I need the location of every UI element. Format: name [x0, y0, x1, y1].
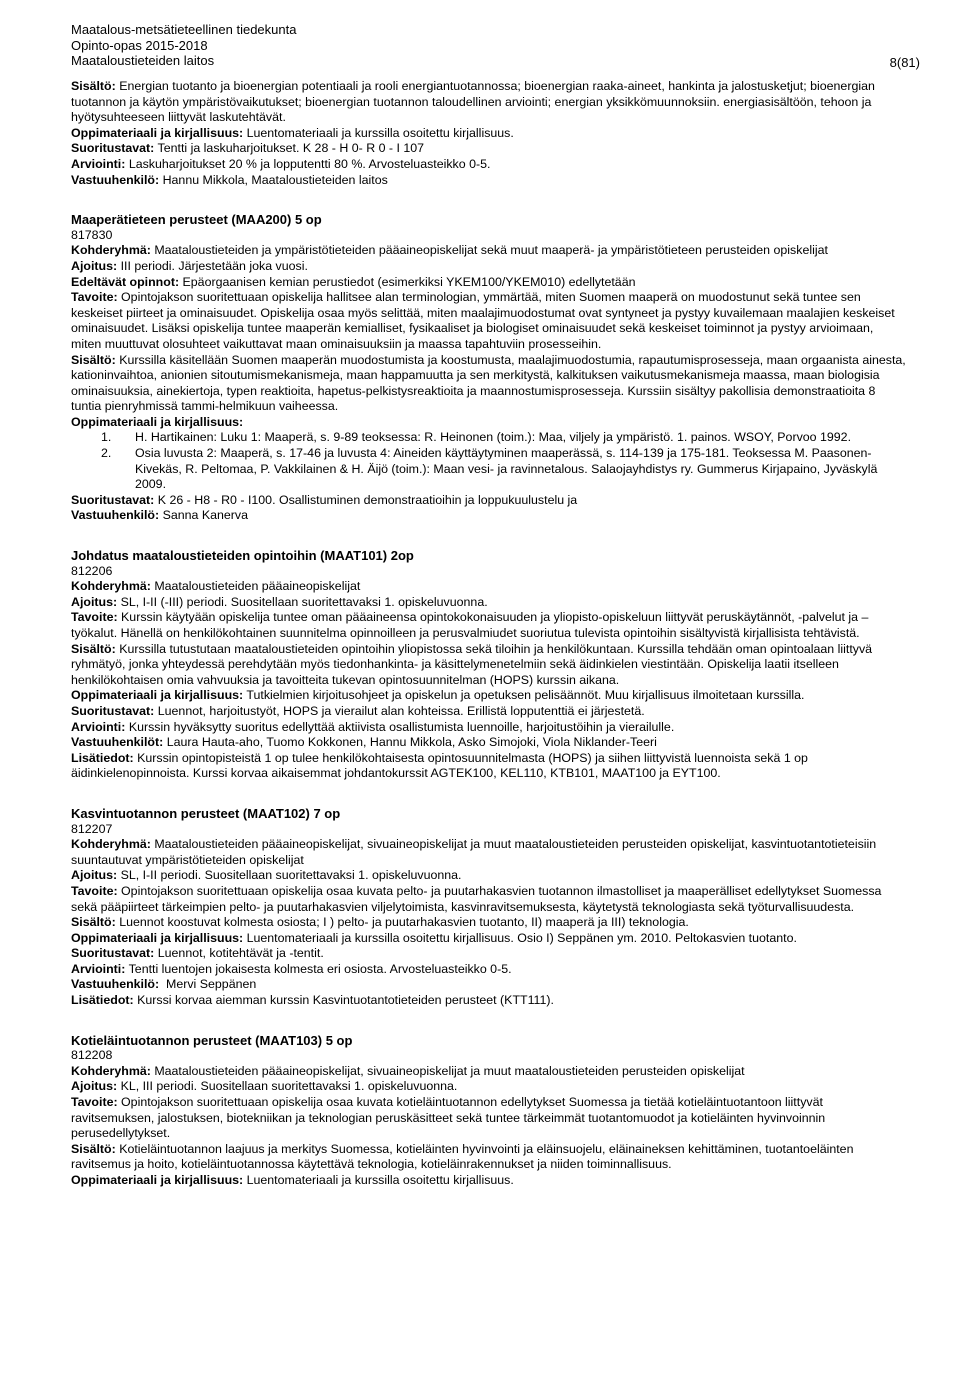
course-completion: [71, 704, 907, 720]
header-department: Maataloustieteiden laitos: [71, 53, 215, 69]
field-label: Kohderyhmä:: [71, 1063, 151, 1078]
course-materials-label: Oppimateriaali ja kirjallisuus:: [71, 414, 244, 429]
field-label: Tavoite:: [71, 290, 118, 305]
course-additional-info: [71, 993, 907, 1009]
course-timing: [71, 259, 907, 275]
field-text: Opintojakson suoritettuaan opiskelija hallitsee alan terminologian, ymmärtää, miten Suomen maaperä on muodostunut sekä tuntee sen keskeiset piirteet ja ominaisuudet. Opiskelija osaa myös selittää, miten maalajimuodostumat ovat syntyneet ja pystyy kuvailemaan maalajien keskeiset ominaisuudet. Lisäksi opiskelija tuntee maaperän kemialliset, fysikaaliset ja biologiset ominaisuudet sekä keskeiset toiminnot ja pystyy arvioimaan, miten muuttuvat olosuhteet vaikuttavat maan ominaisuuksiin ja maassa tapahtuviin prosesseihin.: [71, 290, 895, 351]
course-timing: [71, 595, 907, 611]
course-content: [71, 915, 907, 931]
course-responsible: [71, 508, 907, 524]
course-title: Maaperätieteen perusteet (MAA200) 5 op: [71, 212, 322, 228]
course-content: [71, 353, 907, 415]
field-text: Opintojakson suoritettuaan opiskelija osaa kuvata pelto- ja puutarhakasvien tuotannon ilmastolliset ja maaperälliset edellytykset Suomessa sekä pääpiirteet tärkeimpien pelto- ja puutarhakasvien viljelytoimista, kasvinravitsemuksesta, käytetystä teknologiasta sekä työturvallisuudesta.: [71, 883, 882, 914]
field-text: Kurssin käytyään opiskelija tuntee oman pääaineensa opintokokonaisuuden ja yliopisto-opiskeluun liittyvät peruskäytännöt, -palvelut ja –työkalut. Hänellä on henkilökohtainen suunnitelma opinnoilleen ja perusvalmiudet suoriutua tulevista opintoihin sisältyvistä kirjallisista tehtävistä.: [71, 610, 869, 640]
field-text: Maataloustieteiden pääaineopiskelijat, sivuaineopiskelijat ja muut maataloustieteiden perusteiden opiskelijat, kasvintuotantotieteisiin suuntautuvat ympäristötieteiden opiskelijat: [71, 837, 877, 867]
field-text: Epäorgaanisen kemian perustiedot (esimerkiksi YKEM100/YKEM010) edellytetään: [179, 274, 636, 289]
literature-list: [71, 430, 907, 492]
field-text: KL, III periodi. Suositellaan suoritettavaksi 1. opiskeluvuonna.: [117, 1079, 458, 1094]
course-code: 812207: [71, 821, 113, 836]
field-text: Luentomateriaali ja kurssilla osoitettu kirjallisuus. Osio I) Seppänen ym. 2010. Peltokasvien tuotanto.: [243, 930, 797, 945]
course-code: 817830: [71, 227, 113, 242]
page-number: 8(81): [889, 55, 920, 70]
page-header: [71, 22, 921, 69]
field-label: Vastuuhenkilö:: [71, 977, 160, 992]
course-materials: [71, 126, 907, 142]
course-content: [71, 642, 907, 689]
list-number: 1.: [101, 430, 112, 445]
field-label: Tavoite:: [71, 1095, 118, 1110]
spacer: [71, 204, 907, 212]
course-objective: [71, 610, 907, 641]
course-completion: [71, 946, 907, 962]
spacer: [71, 524, 907, 540]
field-text: Hannu Mikkola, Maataloustieteiden laitos: [159, 172, 388, 187]
field-label: Tavoite:: [71, 610, 118, 625]
course-additional-info: [71, 751, 907, 782]
course-target-group: [71, 1064, 907, 1080]
list-number: 2.: [101, 446, 112, 461]
course-title: Kasvintuotannon perusteet (MAAT102) 7 op: [71, 805, 341, 821]
course-responsible: [71, 977, 907, 993]
field-label: Sisältö:: [71, 79, 116, 93]
field-text: Luentomateriaali ja kurssilla osoitettu kirjallisuus.: [243, 1173, 514, 1187]
course-maat102: [71, 806, 907, 1009]
course-title: Johdatus maataloustieteiden opintoihin (MAAT101) 2op: [71, 548, 414, 564]
spacer: [71, 540, 907, 548]
field-text: Laskuharjoitukset 20 % ja lopputentti 80 %. Arvosteluasteikko 0-5.: [125, 156, 491, 171]
spacer: [71, 1009, 907, 1025]
course-objective: [71, 1095, 907, 1142]
field-label: Ajoitus:: [71, 258, 118, 273]
course-assessment: [71, 962, 907, 978]
spacer: [71, 798, 907, 806]
field-label: Suoritustavat:: [71, 492, 155, 507]
field-text: III periodi. Järjestetään joka vuosi.: [117, 258, 308, 273]
field-text: Luennot, kotitehtävät ja -tentit.: [154, 946, 324, 961]
course-responsible: [71, 735, 907, 751]
field-text: Kurssilla tutustutaan maataloustieteiden opintoihin yliopistossa sekä tiloihin ja henkilökuntaan. Kurssilla tehdään oman opintoalaan liittyvä ryhmätyö, jonka yhteydessä perehdytään myös tiedonhankinta- ja käsittelymenetelmiin sekä äidinkielen viestintään. Opiskelija laatii itselleen henkilökohtaisen omia vahvuuksia ja tavoitteita tukevan opintosuunnitelman (HOPS) kurssin aikana.: [71, 641, 873, 687]
field-label: Sisältö:: [71, 915, 116, 930]
list-text: Osia luvusta 2: Maaperä, s. 17-46 ja luvusta 4: Aineiden käyttäytyminen maaperässä, s. 114-139 ja 175-181. Teoksessa M. Paasonen-Kivekäs, R. Peltomaa, P. Vakkilainen & H. Äijö (toim.): Maan vesi- ja ravinnetalous. Salaojayhdistys ry. Gummerus Kirjapaino, Jyväskylä 2009.: [135, 446, 878, 492]
field-text: Tentti luentojen jokaisesta kolmesta eri osiosta. Arvosteluasteikko 0-5.: [125, 961, 512, 976]
field-text: Kotieläintuotannon laajuus ja merkitys Suomessa, kotieläinten hyvinvointi ja eläinsuojelu, eläinaineksen kehittäminen, tuotantoeläinten ravitsemus ja hoito, kotieläintuotannossa käytettävä teknologia, kotieläinrakennukset ja niiden toiminnallisuus.: [71, 1141, 854, 1172]
course-code: 812208: [71, 1048, 113, 1063]
field-label: Vastuuhenkilö:: [71, 508, 160, 523]
field-text: Luentomateriaali ja kurssilla osoitettu kirjallisuus.: [243, 125, 514, 140]
field-label: Suoritustavat:: [71, 703, 155, 718]
course-completion: [71, 493, 907, 509]
course-materials: [71, 688, 907, 704]
course-target-group: [71, 837, 907, 868]
field-label: Kohderyhmä:: [71, 837, 151, 852]
field-label: Arviointi:: [71, 961, 126, 976]
spacer: [71, 1025, 907, 1033]
field-text: Tutkielmien kirjoitusohjeet ja opiskelun ja opetuksen pelisäännöt. Muu kirjallisuus ilmoitetaan kurssilla.: [243, 688, 805, 703]
field-text: Maataloustieteiden pääaineopiskelijat: [150, 579, 361, 594]
field-label: Vastuuhenkilöt:: [71, 735, 164, 750]
field-label: Suoritustavat:: [71, 946, 155, 961]
field-text: Kurssilla käsitellään Suomen maaperän muodostumista ja koostumusta, maalajimuodostumia, rapautumisprosesseja, maan orgaanista ainesta, kationinvaihtoa, anionien sitoutumismekanismeja, maan happamuutta ja sen merkitystä, kalkituksen vaikutusmekanismeja maassa, maan biologisia ominaisuuksia, ainekiertoja, typen reaktioita, hapetus-pelkistysreaktioita ja maannostumisprosesseja. Kurssiin sisältyy pakollisia demonstraatioita 8 tuntia pienryhmissä tammi-helmikuun vaiheessa.: [71, 352, 906, 414]
field-text: Mervi Seppänen: [159, 977, 257, 992]
course-timing: [71, 1079, 907, 1095]
field-label: Arviointi:: [71, 156, 126, 171]
field-label: Lisätiedot:: [71, 993, 134, 1008]
field-text: Maataloustieteiden pääaineopiskelijat, sivuaineopiskelijat ja muut maataloustieteiden perusteiden opiskelijat: [150, 1063, 745, 1078]
course-maat101: [71, 548, 907, 782]
field-label: Ajoitus:: [71, 1079, 118, 1094]
spacer: [71, 782, 907, 798]
field-label: Oppimateriaali ja kirjallisuus:: [71, 1173, 244, 1187]
field-label: Sisältö:: [71, 1141, 116, 1156]
field-text: Kurssin opintopisteistä 1 op tulee henkilökohtaisesta opintosuunnitelmasta (HOPS) ja siihen liittyvistä luennoista sekä 1 op äidinkielenopinnoista. Kurssi korvaa aikaisemmat johdantokurssit AGTEK100, KEL110, KTB101, MAAT100 ja EYT100.: [71, 750, 808, 781]
field-text: Sanna Kanerva: [159, 508, 249, 523]
field-label: Suoritustavat:: [71, 141, 155, 156]
list-item: [71, 430, 907, 446]
course-content: [71, 1142, 907, 1173]
course-maat103: [71, 1033, 907, 1189]
field-label: Oppimateriaali ja kirjallisuus:: [71, 930, 244, 945]
course-content: [71, 79, 907, 126]
page-content: [71, 79, 907, 1189]
field-label: Vastuuhenkilö:: [71, 172, 160, 187]
field-text: Kurssi korvaa aiemman kurssin Kasvintuotantotieteiden perusteet (KTT111).: [133, 993, 554, 1008]
course-completion: [71, 141, 907, 157]
spacer: [71, 188, 907, 204]
field-label: Kohderyhmä:: [71, 243, 151, 258]
header-guide: Opinto-opas 2015-2018: [71, 37, 208, 53]
list-text: H. Hartikainen: Luku 1: Maaperä, s. 9-89 teoksessa: R. Heinonen (toim.): Maa, viljely ja ympäristö. 1. painos. WSOY, Porvoo 1992.: [135, 430, 852, 445]
field-label: Kohderyhmä:: [71, 579, 151, 594]
field-text: Luennot, harjoitustyöt, HOPS ja vierailut alan kohteissa. Erillistä lopputenttiä ei järjestetä.: [154, 703, 645, 718]
field-text: Tentti ja laskuharjoitukset. K 28 - H 0- R 0 - I 107: [154, 141, 425, 156]
field-text: Maataloustieteiden ja ympäristötieteiden pääaineopiskelijat sekä muut maaperä- ja ympäristötieteen perusteiden opiskelijat: [150, 243, 828, 258]
field-label: Oppimateriaali ja kirjallisuus:: [71, 688, 244, 703]
course-target-group: [71, 243, 907, 259]
field-text: SL, I-II periodi. Suositellaan suoritettavaksi 1. opiskeluvuonna.: [117, 868, 462, 883]
field-text: Energian tuotanto ja bioenergian potentiaali ja rooli energiantuotannossa; bioenergian raaka-aineet, hankinta ja jalostusketjut; bioenergian tuotannon ja käytön ympäristövaikutukset; bioenergian tuotannon taloudellinen arviointi; energian yksikkömuunnoksiin. energiasisältöön, tehoon ja hyötysuhteeseen liittyvät laskutehtävät.: [71, 79, 875, 125]
field-label: Ajoitus:: [71, 868, 118, 883]
field-label: Lisätiedot:: [71, 750, 134, 765]
field-label: Tavoite:: [71, 883, 118, 898]
field-text: Laura Hauta-aho, Tuomo Kokkonen, Hannu Mikkola, Asko Simojoki, Viola Niklander-Teeri: [163, 735, 657, 750]
field-text: SL, I-II (-III) periodi. Suositellaan suoritettavaksi 1. opiskeluvuonna.: [117, 594, 488, 609]
course-timing: [71, 868, 907, 884]
course-continued: [71, 79, 907, 188]
field-text: Opintojakson suoritettuaan opiskelija osaa kuvata kotieläintuotannon edellytykset Suomessa ja tietää kotieläintuotantoon liittyvät ravitsemuksen, jalostuksen, biotekniikan ja teknologian peruskäsitteet sekä tuntee tärkeimmät tuotantomuodot ja kotieläinten hyvinvoinnin perusedellytykset.: [71, 1095, 826, 1141]
field-text: Luennot koostuvat kolmesta osiosta; I ) pelto- ja puutarhakasvien tuotanto, II) maaperä ja III) teknologia.: [115, 915, 689, 930]
course-maa200: [71, 212, 907, 524]
list-item: [71, 446, 907, 493]
course-prerequisites: [71, 275, 907, 291]
field-label: Ajoitus:: [71, 594, 118, 609]
course-title: Kotieläintuotannon perusteet (MAAT103) 5 op: [71, 1032, 353, 1048]
header-faculty: Maatalous-metsätieteellinen tiedekunta: [71, 22, 297, 37]
course-objective: [71, 884, 907, 915]
course-assessment: [71, 157, 907, 173]
course-assessment: [71, 720, 907, 736]
field-text: K 26 - H8 - R0 - I100. Osallistuminen demonstraatioihin ja loppukuulustelu ja: [154, 492, 578, 507]
course-materials: [71, 931, 907, 947]
field-label: Edeltävät opinnot:: [71, 274, 180, 289]
field-text: Kurssin hyväksytty suoritus edellyttää aktiivista osallistumista luennoille, harjoitustöihin ja vierailulle.: [125, 719, 675, 734]
course-responsible: [71, 173, 907, 189]
course-target-group: [71, 579, 907, 595]
field-label: Arviointi:: [71, 719, 126, 734]
course-materials: [71, 1173, 907, 1189]
field-label: Sisältö:: [71, 641, 116, 656]
field-label: Oppimateriaali ja kirjallisuus:: [71, 125, 244, 140]
field-label: Sisältö:: [71, 352, 116, 367]
course-code: 812206: [71, 563, 113, 578]
course-objective: [71, 290, 907, 352]
